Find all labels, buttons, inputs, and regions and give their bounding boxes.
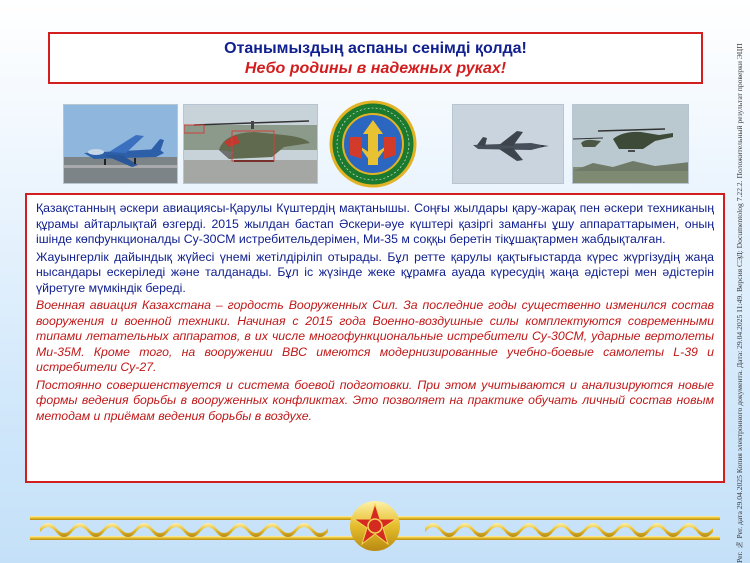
paragraph-kz-2: Жауынгерлік дайындық жүйесі үнемі жетілдіріліп отырады. Бұл ретте қарулы қақтығыстарда күрес жүргізудің жаңа нысандары ескеріледі және талданады. Бұл іс жүзінде жеке құрамға ауада күресудің жаңа әдістері мен әдістерін үйретуге мүмкіндік береді. [36,249,714,295]
article-text-box [25,193,725,483]
paragraph-kz-1: Қазақстанның әскери авиациясы-Қарулы Күштердің мақтанышы. Соңғы жылдары қару-жарақ пен әскери техниканың құрамы айтарлықтай өзгерді. 2015 жылдан бастап Әскери-әуе күштері қазіргі заманғы ұшу аппараттарымен, оның ішінде көпфункционалды Су-30СМ истребительдерімен, Ми-35 м соққы беретін тікұшақтармен жабдықталған. [36,201,714,246]
title-russian: Небо родины в надежных руках! [244,60,507,77]
title-kazakh: Отанымыздың аспаны сенімді қолда! [224,40,527,57]
gold-ornament-border [30,492,720,552]
title-banner [48,32,703,84]
paragraph-ru-2: Постоянно совершенствуется и система боевой подготовки. При этом учитываются и анализируются новые формы ведения борьбы в вооруженных конфликтах. Это позволяет на практике обучать личный состав новым методам и приёмам ведения борьбы в воздухе. [36,377,714,423]
photo-attack-helicopter [183,104,318,184]
paragraph-ru-1: Военная авиация Казахстана – гордость Вооруженных Сил. За последние годы существенно изменился состав вооружения и военной техники. Начиная с 2015 года Военно-воздушные силы комплектуются современными типами летательных аппаратов, в их числе многофункциональные истребители Су-30СМ, ударные вертолеты Ми-35М. Кроме того, на вооружении ВВС имеются модернизированные учебно-боевые самолеты L-39 и истребители Су-27. [36,298,714,374]
air-defense-emblem [328,99,418,189]
document-registration-stamp: Рег. № Рег. дата 29.04.2025 Копия электронного документа. Дата: 29.04.2025 11:49. Версия СЭД: Documentolog 7.22.2. Положительный результат проверки ЭЦП [735,43,744,563]
photo-fighter-jet-runway [63,104,178,184]
photo-helicopter-group [572,104,689,184]
photo-jet-in-flight [452,104,564,184]
